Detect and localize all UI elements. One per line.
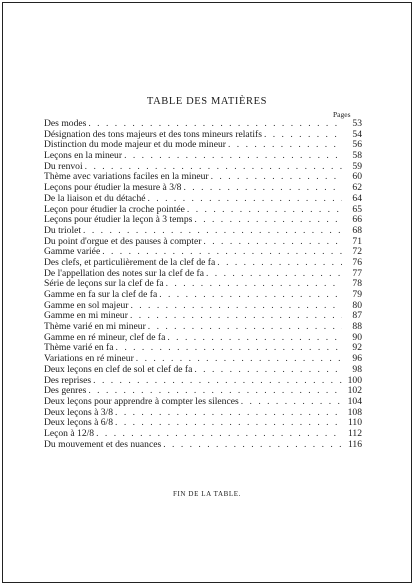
toc-entry-page: 116 xyxy=(347,438,362,450)
pages-column-label: Pages xyxy=(333,110,351,119)
dot-leader xyxy=(163,440,342,451)
toc-entry-text: Leçon pour étudier la croche pointée xyxy=(44,203,185,215)
toc-entry-text: Leçon à 12/8 xyxy=(44,427,95,439)
dot-leader xyxy=(194,215,342,226)
toc-entry-page: 90 xyxy=(352,331,362,343)
toc-entry-text: Thème avec variations faciles en la mineur xyxy=(44,171,209,183)
toc-entry-page: 64 xyxy=(352,192,362,204)
dot-leader xyxy=(130,301,342,312)
book-page xyxy=(2,2,412,583)
toc-entry-text: Distinction du mode majeur et du mode mineur xyxy=(44,139,226,151)
dot-leader xyxy=(241,397,342,408)
toc-entry-text: Des modes xyxy=(44,118,87,129)
dot-leader xyxy=(148,194,343,205)
dot-leader xyxy=(148,322,342,333)
toc-entry-text: Leçons pour étudier la mesure à 3/8 xyxy=(44,182,182,194)
dot-leader xyxy=(167,333,342,344)
dot-leader xyxy=(211,172,342,183)
end-of-table-note: FIN DE LA TABLE. xyxy=(172,490,242,498)
dot-leader xyxy=(264,130,342,141)
toc-entry-page: 92 xyxy=(352,342,362,354)
page-title: TABLE DES MATIÈRES xyxy=(146,96,268,107)
toc-entry-page: 59 xyxy=(352,160,362,172)
toc-entry xyxy=(44,376,362,387)
toc-entry-text: Gamme en sol majeur xyxy=(44,299,129,311)
toc-entry xyxy=(44,151,362,162)
toc-entry-text: Deux leçons à 3/8 xyxy=(44,406,114,418)
toc-entry-page: 68 xyxy=(352,224,362,236)
dot-leader xyxy=(115,418,342,429)
toc-entry-page: 112 xyxy=(347,427,362,439)
dot-leader xyxy=(124,151,342,162)
dot-leader xyxy=(183,183,342,194)
toc-entry-page: 96 xyxy=(352,353,362,365)
dot-leader xyxy=(194,365,342,376)
toc-entry-text: Des clefs, et particulièrement de la clef de fa xyxy=(44,256,216,268)
toc-entry-text: Variations en ré mineur xyxy=(44,353,134,365)
toc-entry-page: 72 xyxy=(352,246,362,258)
toc-entry-page: 102 xyxy=(347,385,362,397)
dot-leader xyxy=(166,279,342,290)
toc-entry-page: 58 xyxy=(352,150,362,162)
dot-leader xyxy=(187,205,342,216)
toc-entry-page: 54 xyxy=(352,128,362,140)
toc-entry-text: Désignation des tons majeurs et des tons mineurs relatifs xyxy=(44,128,262,140)
toc-entry-text: Série de leçons sur la clef de fa xyxy=(44,278,164,290)
dot-leader xyxy=(228,140,342,151)
toc-entry-page: 77 xyxy=(352,267,362,279)
toc-entry-text: Du point d'orgue et des pauses à compter xyxy=(44,235,202,247)
toc-entry-page: 62 xyxy=(352,182,362,194)
toc-entry-page: 76 xyxy=(352,256,362,268)
toc-entry-text: Gamme en ré mineur, clef de fa xyxy=(44,331,166,343)
toc-entry-text: Deux leçons en clef de sol et clef de fa xyxy=(44,363,193,375)
toc-entry-text: Du triolet xyxy=(44,224,82,236)
dot-leader xyxy=(116,343,342,354)
toc-entry-page: 79 xyxy=(352,289,362,300)
toc-entry-text: Gamme en fa sur la clef de fa xyxy=(44,289,158,300)
toc-entry-page: 78 xyxy=(352,278,362,290)
toc-entry-text: De la liaison et du détaché xyxy=(44,192,146,204)
toc-entry-text: Leçons en la mineur xyxy=(44,150,123,162)
toc-entry-text: Thème varié en fa xyxy=(44,342,114,354)
toc-entry-page: 88 xyxy=(352,321,362,333)
dot-leader xyxy=(130,311,342,322)
toc-entry-page: 65 xyxy=(352,203,362,215)
dot-leader xyxy=(203,237,342,248)
toc-entry xyxy=(44,440,362,451)
toc-entry-page: 80 xyxy=(352,299,362,311)
dot-leader xyxy=(217,258,342,269)
toc-entry-text: Thème varié en mi mineur xyxy=(44,321,146,333)
dot-leader xyxy=(83,226,342,237)
toc-entry-text: Des reprises xyxy=(44,374,92,386)
toc-entry xyxy=(44,194,362,205)
toc-entry-text: Des genres xyxy=(44,385,87,397)
toc-entry-page: 66 xyxy=(352,214,362,226)
toc-entry-page: 87 xyxy=(352,310,362,322)
toc-entry xyxy=(44,226,362,237)
toc-entry xyxy=(44,215,362,226)
toc-entry-page: 104 xyxy=(347,395,362,407)
toc-entry-text: Gamme en mi mineur xyxy=(44,310,128,322)
toc-entry-text: Deux leçons à 6/8 xyxy=(44,417,114,429)
toc-entry-text: Du renvoi xyxy=(44,160,83,172)
toc-entry-page: 110 xyxy=(347,417,362,429)
toc-entry-page: 108 xyxy=(347,406,362,418)
table-of-contents xyxy=(44,119,362,450)
toc-entry-page: 53 xyxy=(352,118,362,129)
toc-entry-text: Deux leçons pour apprendre à compter les silences xyxy=(44,395,239,407)
dot-leader xyxy=(159,290,342,301)
toc-entry-page: 60 xyxy=(352,171,362,183)
toc-entry xyxy=(44,365,362,376)
toc-entry-page: 100 xyxy=(347,374,362,386)
toc-entry xyxy=(44,397,362,408)
toc-entry-text: Gamme variée xyxy=(44,246,101,258)
toc-entry-page: 56 xyxy=(352,139,362,151)
toc-entry-text: Leçons pour étudier la leçon à 3 temps xyxy=(44,214,193,226)
toc-entry-text: De l'appellation des notes sur la clef de fa xyxy=(44,267,204,279)
dot-leader xyxy=(93,376,342,387)
toc-entry-page: 71 xyxy=(352,235,362,247)
dot-leader xyxy=(115,408,342,419)
dot-leader xyxy=(206,269,342,280)
toc-entry-page: 98 xyxy=(352,363,362,375)
toc-entry-text: Du mouvement et des nuances xyxy=(44,438,162,450)
